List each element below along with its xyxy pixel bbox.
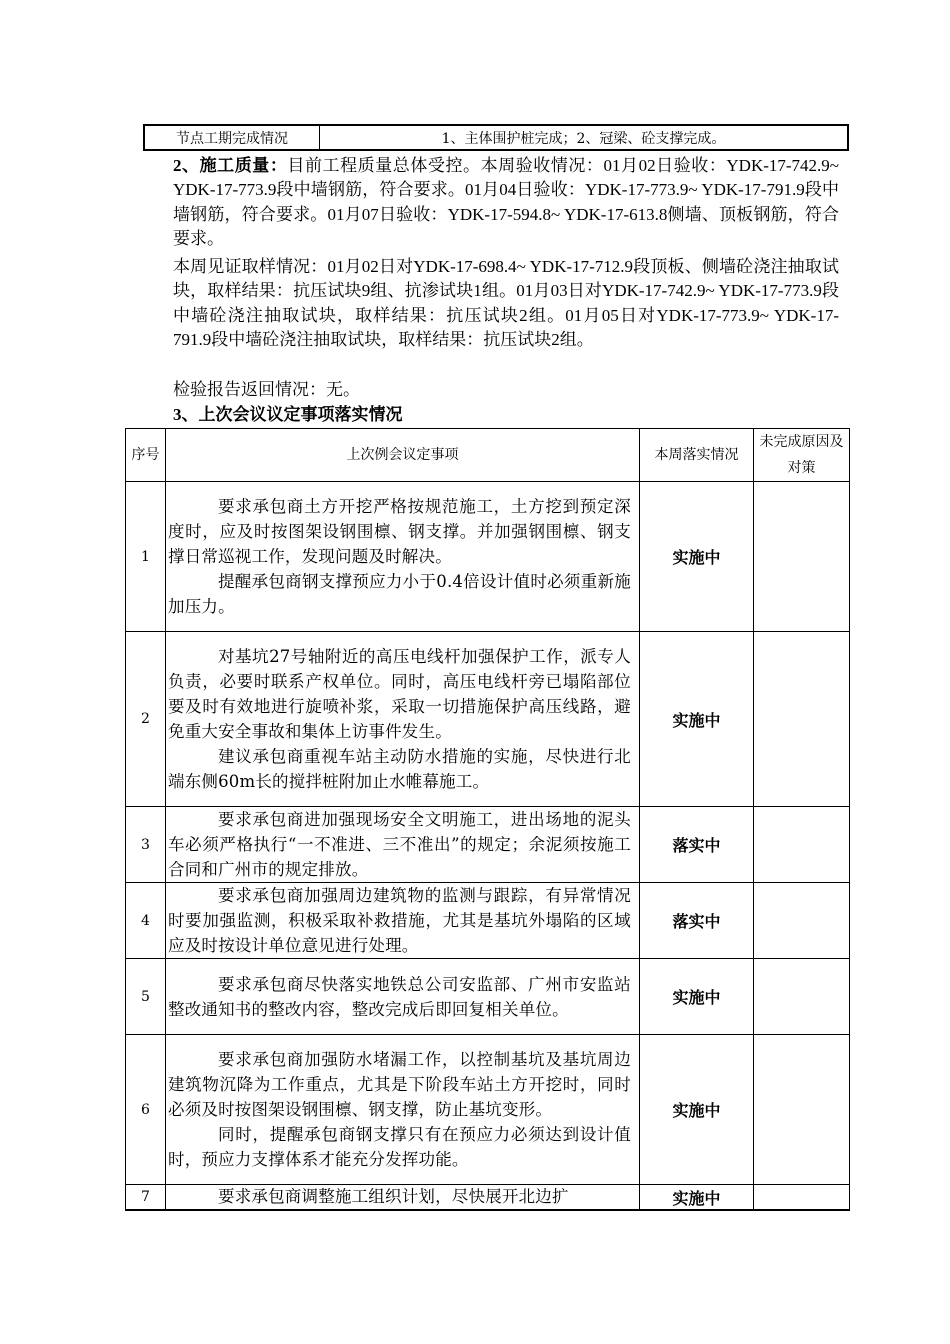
table-row — [126, 632, 850, 807]
row-content — [166, 1185, 640, 1211]
table-row — [126, 1185, 850, 1211]
row-status: 实施中 — [640, 482, 754, 632]
row-paragraph: 要求承包商尽快落实地铁总公司安监部、广州市安监站整改通知书的整改内容，整改完成后即回复相关单位。 — [168, 974, 631, 1019]
quality-heading: 2、施工质量： — [173, 156, 288, 175]
row-number: 2 — [126, 632, 166, 807]
header-reason: 未完成原因及对策 — [754, 429, 850, 482]
row-reason — [754, 632, 850, 807]
quality-text: 目前工程质量总体受控。本周验收情况：01月02日验收：YDK-17-742.9~ YDK-17-773.9段中墙钢筋，符合要求。01月04日验收：YDK-17-773.9~ YDK-17-791.9段中墙钢筋，符合要求。01月07日验收：YDK-17-594.8~ YDK-17-613.8侧墙、顶板钢筋，符合要求。 — [173, 156, 839, 248]
row-paragraph: 要求承包商加强周边建筑物的监测与跟踪，有异常情况时要加强监测，积极采取补救措施，尤其是基坑外塌陷的区域应及时按设计单位意见进行处理。 — [168, 886, 631, 955]
table-row — [126, 883, 850, 959]
row-content — [166, 959, 640, 1035]
row-status: 实施中 — [640, 1185, 754, 1211]
sampling-text: 本周见证取样情况：01月02日对YDK-17-698.4~ YDK-17-712.9段顶板、侧墙砼浇注抽取试块，取样结果：抗压试块9组、抗渗试块1组。01月03日对YDK-17-742.9~ YDK-17-773.9段中墙砼浇注抽取试块，取样结果：抗压试块2组。01月05日对YDK-17-773.9~ YDK-17-791.9段中墙砼浇注抽取试块，取样结果：抗压试块2组。 — [173, 257, 839, 349]
row-status: 实施中 — [640, 632, 754, 807]
row-number: 6 — [126, 1035, 166, 1185]
row-reason — [754, 1185, 850, 1211]
row-paragraph: 要求承包商土方开挖严格按规范施工，土方挖到预定深度时，应及时按图架设钢围檩、钢支撑。并加强钢围檩、钢支撑日常巡视工作，发现问题及时解决。 — [168, 497, 631, 566]
row-status: 实施中 — [640, 959, 754, 1035]
row-content — [166, 482, 640, 632]
row-paragraph: 要求承包商加强防水堵漏工作，以控制基坑及基坑周边建筑物沉降为工作重点，尤其是下阶段车站土方开挖时，同时必须及时按图架设钢围檩、钢支撑，防止基坑变形。 — [168, 1050, 631, 1119]
row-number: 4 — [126, 883, 166, 959]
table-header-row — [126, 429, 850, 482]
row-status: 落实中 — [640, 883, 754, 959]
row-number: 7 — [126, 1185, 166, 1211]
row-reason — [754, 959, 850, 1035]
row-reason — [754, 807, 850, 883]
row-status: 落实中 — [640, 807, 754, 883]
row-status: 实施中 — [640, 1035, 754, 1185]
row-paragraph: 要求承包商调整施工组织计划，尽快展开北边扩 — [218, 1187, 569, 1206]
report-paragraph — [137, 378, 839, 402]
row-number: 3 — [126, 807, 166, 883]
milestone-value: 1、主体围护桩完成；2、冠梁、砼支撑完成。 — [441, 130, 726, 147]
row-paragraph: 提醒承包商钢支撑预应力小于0.4倍设计值时必须重新施加压力。 — [168, 572, 631, 616]
row-paragraph: 建议承包商重视车站主动防水措施的实施，尽快进行北端东侧60m长的搅拌桩附加止水帷幕施工。 — [168, 747, 631, 791]
table-row — [126, 807, 850, 883]
row-reason — [754, 883, 850, 959]
section3-heading: 3、上次会议议定事项落实情况 — [173, 405, 403, 424]
row-content — [166, 632, 640, 807]
row-number: 5 — [126, 959, 166, 1035]
section3-heading-line — [137, 403, 839, 427]
row-paragraph: 要求承包商进加强现场安全文明施工，进出场地的泥头车必须严格执行“一不准进、三不准出”的规定；余泥须按施工合同和广州市的规定排放。 — [168, 810, 631, 879]
report-text: 检验报告返回情况：无。 — [173, 380, 360, 399]
row-reason — [754, 482, 850, 632]
row-content — [166, 1035, 640, 1185]
row-content — [166, 883, 640, 959]
header-status: 本周落实情况 — [640, 429, 754, 482]
milestone-table — [143, 124, 849, 151]
table-row — [126, 482, 850, 632]
row-paragraph: 同时，提醒承包商钢支撑只有在预应力必须达到设计值时，预应力支撑体系才能充分发挥功能。 — [168, 1125, 631, 1169]
row-number: 1 — [126, 482, 166, 632]
row-content — [166, 807, 640, 883]
resolution-table — [125, 428, 850, 1211]
quality-paragraph — [137, 154, 839, 251]
milestone-label: 节点工期完成情况 — [145, 126, 320, 149]
sampling-paragraph — [137, 255, 839, 352]
header-item: 上次例会议定事项 — [166, 429, 640, 482]
table-row — [126, 959, 850, 1035]
header-no: 序号 — [126, 429, 166, 482]
row-reason — [754, 1035, 850, 1185]
row-paragraph: 对基坑27号轴附近的高压电线杆加强保护工作，派专人负责，必要时联系产权单位。同时，高压电线杆旁已塌陷部位要及时有效地进行旋喷补浆，采取一切措施保护高压线路，避免重大安全事故和集体上访事件发生。 — [168, 647, 631, 741]
table-row — [126, 1035, 850, 1185]
